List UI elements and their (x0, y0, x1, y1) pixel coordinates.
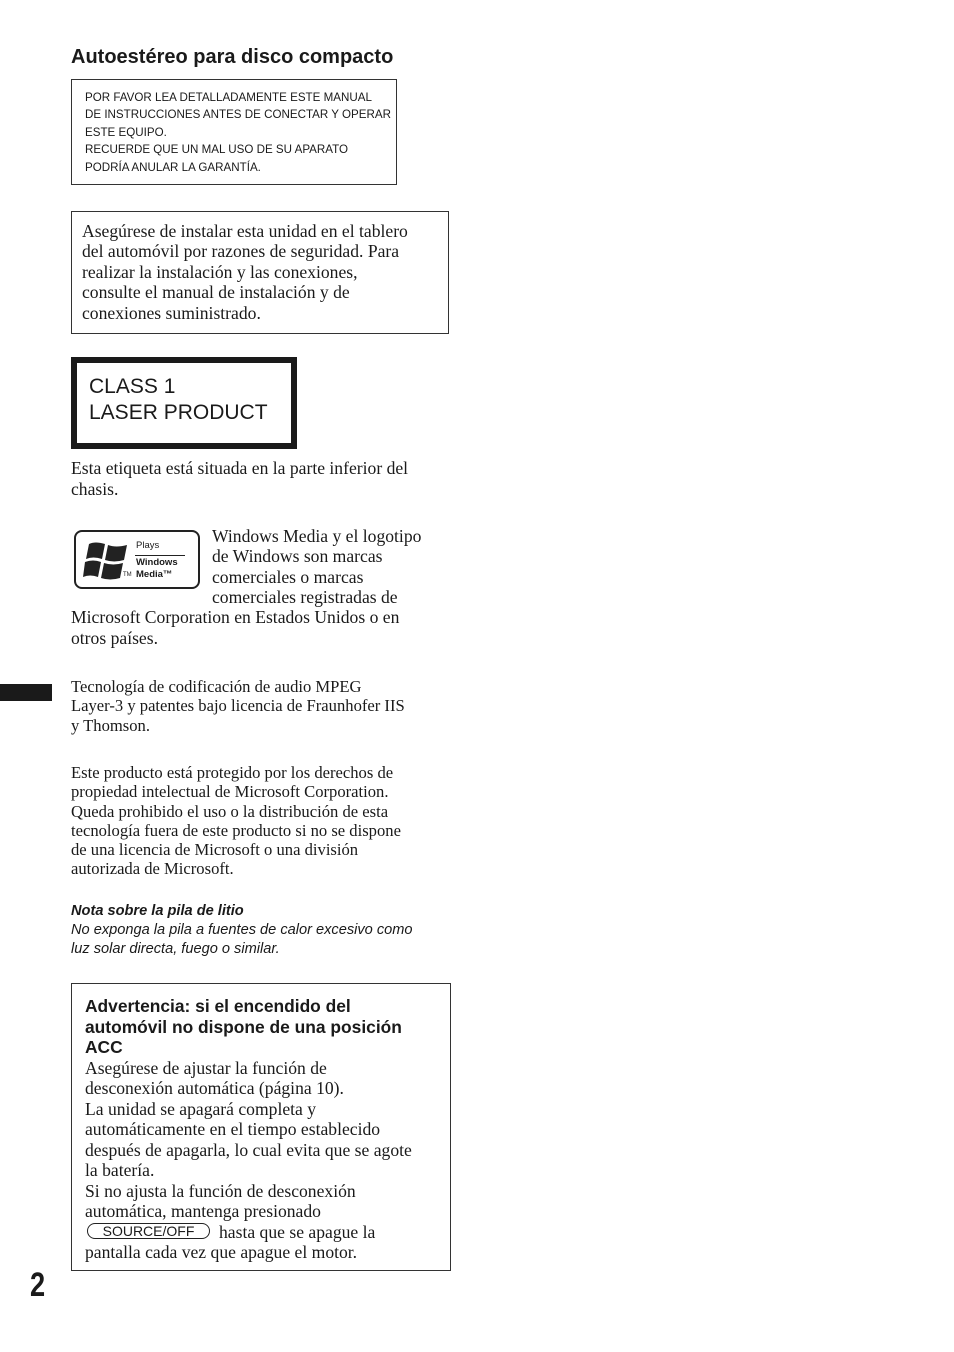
warning-after-key: hasta que se apague la (219, 1222, 376, 1242)
caps-line: ESTE EQUIPO. (85, 126, 167, 139)
lithium-note-line: luz solar directa, fuego o similar. (71, 941, 280, 957)
mpeg-line: Tecnología de codificación de audio MPEG (71, 677, 362, 696)
lithium-note-heading: Nota sobre la pila de litio (71, 903, 244, 919)
warning-line: desconexión automática (página 10). (85, 1078, 344, 1098)
warning-line: automáticamente en el tiempo establecido (85, 1119, 381, 1139)
laser-product-label (71, 357, 297, 449)
lithium-note-line: No exponga la pila a fuentes de calor excesivo como (71, 922, 413, 938)
windows-text-line: comerciales o marcas (212, 567, 364, 587)
microsoft-line: de una licencia de Microsoft o una división (71, 840, 359, 859)
caps-line: RECUERDE QUE UN MAL USO DE SU APARATO (85, 143, 349, 156)
windows-text-line: comerciales registradas de (212, 587, 398, 607)
windows-text-line: Windows Media y el logotipo (212, 526, 422, 546)
page-title: Autoestéreo para disco compacto (71, 46, 394, 68)
microsoft-line: tecnología fuera de este producto si no se dispone (71, 821, 401, 840)
laser-product-text: LASER PRODUCT (89, 401, 268, 424)
source-off-key: SOURCE/OFF (87, 1223, 210, 1239)
mpeg-line: Layer-3 y patentes bajo licencia de Fraunhofer IIS (71, 696, 405, 715)
windows-text-line: de Windows son marcas (212, 546, 383, 566)
windows-text-line: Microsoft Corporation en Estados Unidos o en (71, 607, 400, 627)
windows-media-logo (74, 530, 200, 589)
caps-line: POR FAVOR LEA DETALLADAMENTE ESTE MANUAL (85, 91, 372, 104)
page-number: 2 (30, 1266, 46, 1304)
windows-text-line: otros países. (71, 628, 158, 648)
tm-mark: TM (123, 572, 132, 578)
media-text: Media™ (136, 569, 173, 580)
install-line: conexiones suministrado. (82, 303, 261, 323)
microsoft-line: autorizada de Microsoft. (71, 859, 234, 878)
install-line: consulte el manual de instalación y de (82, 282, 350, 302)
microsoft-line: Queda prohibido el uso o la distribución de esta (71, 802, 389, 821)
warning-heading-line: Advertencia: si el encendido del (85, 996, 351, 1016)
warning-line: La unidad se apagará completa y (85, 1099, 317, 1119)
caps-line: PODRÍA ANULAR LA GARANTÍA. (85, 161, 261, 174)
installation-notice-box (71, 211, 449, 334)
install-line: Asegúrese de instalar esta unidad en el tablero (82, 221, 408, 241)
section-tab-marker (0, 684, 52, 701)
laser-class-text: CLASS 1 (89, 375, 176, 398)
microsoft-line: propiedad intelectual de Microsoft Corporation. (71, 782, 389, 801)
mpeg-line: y Thomson. (71, 716, 150, 735)
acc-warning-box (71, 983, 451, 1271)
plays-text: Plays (136, 540, 160, 551)
warning-line: después de apagarla, lo cual evita que se agote (85, 1140, 412, 1160)
caps-line: DE INSTRUCCIONES ANTES DE CONECTAR Y OPERAR (85, 108, 391, 121)
manual-warning-box (71, 79, 397, 185)
warning-line: Si no ajusta la función de desconexión (85, 1181, 356, 1201)
warning-line: automática, mantenga presionado (85, 1201, 321, 1221)
warning-line: Asegúrese de ajustar la función de (85, 1058, 327, 1078)
label-location-line: Esta etiqueta está situada en la parte inferior del (71, 458, 409, 478)
warning-heading-line: ACC (85, 1037, 123, 1057)
install-line: del automóvil por razones de seguridad. Para (82, 241, 400, 261)
windows-text: Windows (136, 557, 178, 568)
warning-heading-line: automóvil no dispone de una posición (85, 1017, 402, 1037)
microsoft-line: Este producto está protegido por los derechos de (71, 763, 394, 782)
warning-last-line: pantalla cada vez que apague el motor. (85, 1242, 358, 1262)
install-line: realizar la instalación y las conexiones, (82, 262, 358, 282)
label-location-line: chasis. (71, 479, 119, 499)
warning-line: la batería. (85, 1160, 155, 1180)
